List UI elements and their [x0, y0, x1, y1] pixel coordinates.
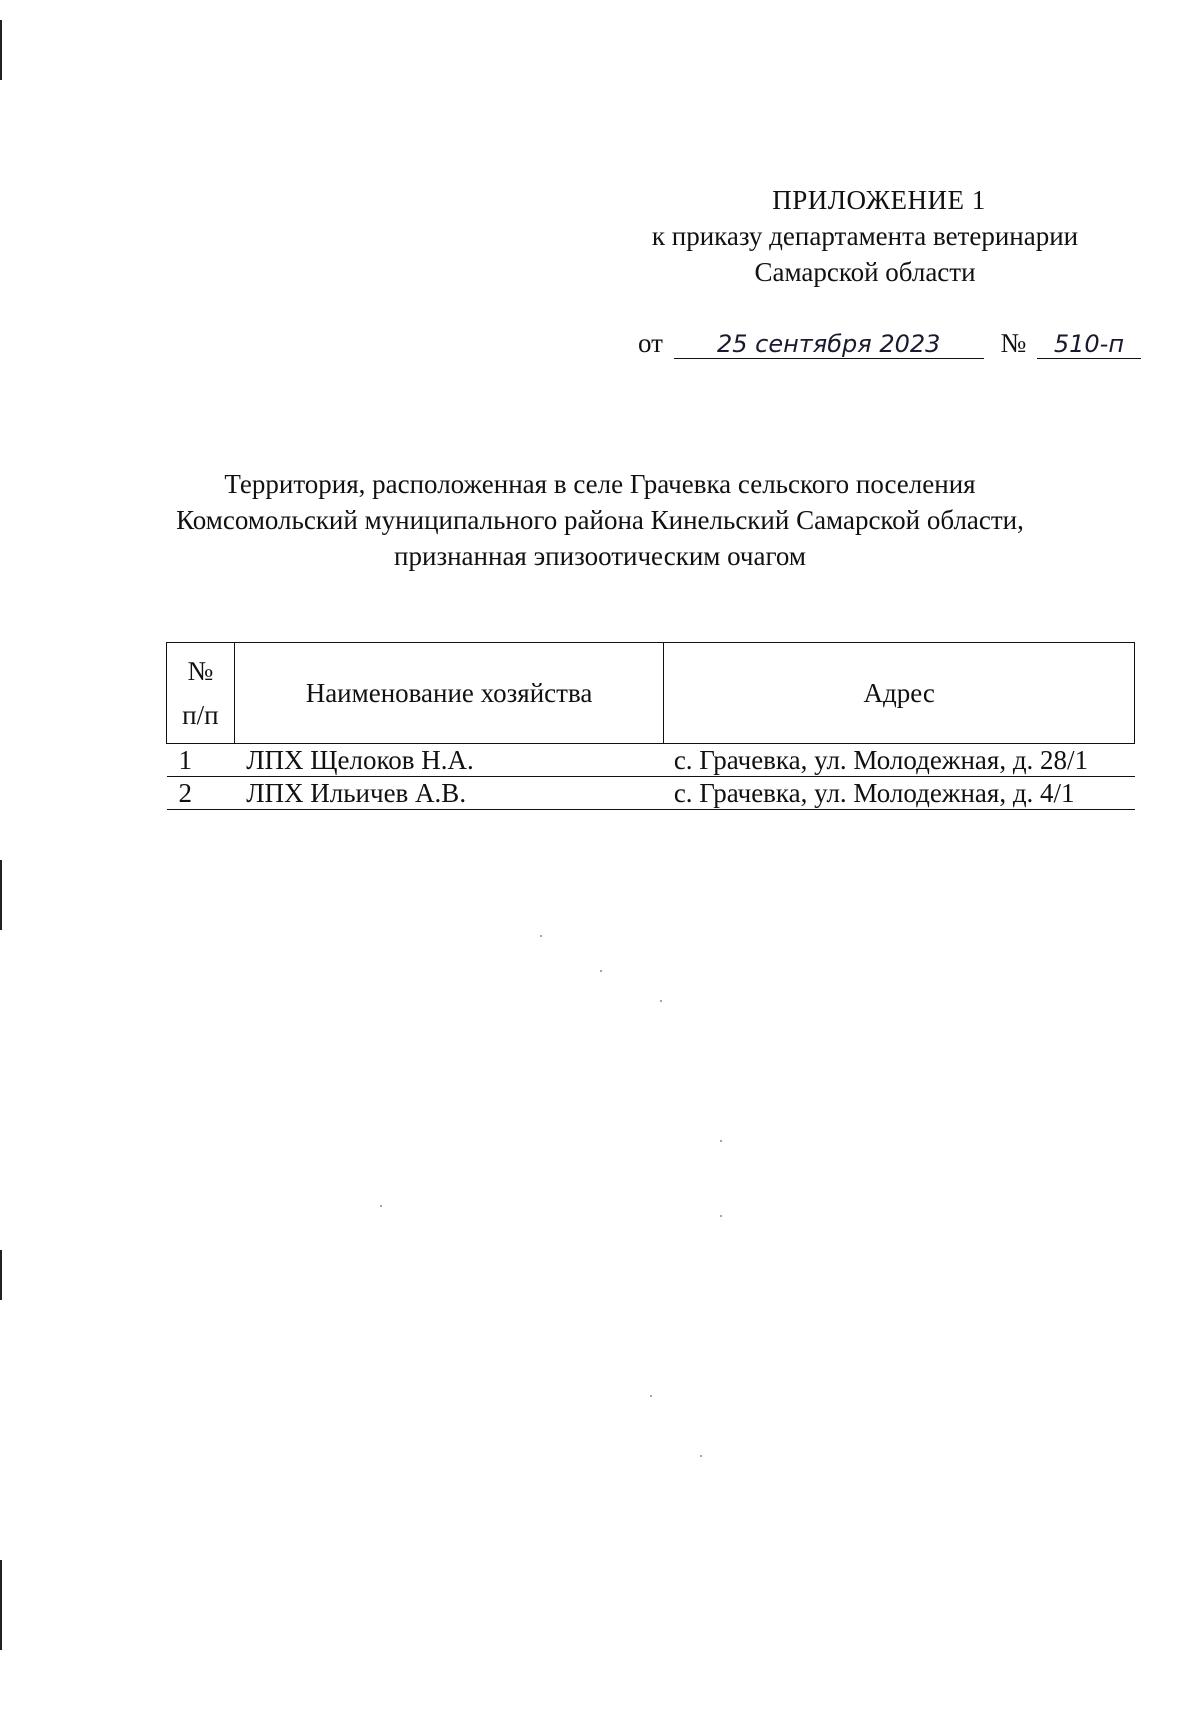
appendix-region: Самарской области [754, 257, 976, 287]
header-number [167, 643, 235, 744]
appendix-order-reference: к приказу департамента ветеринарии [651, 221, 1079, 251]
households-table [166, 642, 1135, 810]
scan-edge-mark [0, 860, 2, 930]
table-row [167, 744, 1135, 777]
scan-edge-mark [0, 1250, 2, 1300]
table-row [167, 777, 1135, 810]
scan-speck [600, 970, 602, 972]
heading-line: Комсомольский муниципального района Кинельский Самарской области, [176, 505, 1024, 535]
order-date-number-line [638, 328, 1141, 359]
header-address: Адрес [664, 643, 1135, 744]
row-address: с. Грачевка, ул. Молодежная, д. 28/1 [664, 744, 1135, 777]
scan-speck [650, 1395, 652, 1397]
scan-speck [720, 1215, 722, 1217]
table-header-row [167, 643, 1135, 744]
heading-line: признанная эпизоотическим очагом [394, 541, 806, 571]
appendix-title: ПРИЛОЖЕНИЕ 1 [772, 185, 986, 215]
scan-speck [700, 1455, 702, 1457]
header-household-name: Наименование хозяйства [234, 643, 664, 744]
header-number-pp: п/п [182, 700, 219, 730]
order-number-prefix: № [1000, 328, 1027, 358]
row-number: 2 [167, 777, 235, 810]
header-number-sign: № [187, 656, 214, 686]
row-number: 1 [167, 744, 235, 777]
document-heading [150, 466, 1050, 574]
appendix-header [605, 182, 1125, 290]
order-date-prefix: от [638, 328, 663, 358]
heading-line: Территория, расположенная в селе Грачевка сельского поселения [224, 469, 976, 499]
scan-edge-mark [0, 1560, 2, 1650]
scan-edge-mark [0, 20, 2, 80]
row-household-name: ЛПХ Щелоков Н.А. [234, 744, 664, 777]
scan-speck [660, 1000, 662, 1002]
scan-speck [720, 1140, 722, 1142]
order-number-handwritten: 510-п [1037, 330, 1141, 359]
row-household-name: ЛПХ Ильичев А.В. [234, 777, 664, 810]
scan-speck [380, 1205, 382, 1207]
scan-speck [540, 935, 542, 937]
order-date-handwritten: 25 сентября 2023 [674, 330, 984, 359]
row-address: с. Грачевка, ул. Молодежная, д. 4/1 [664, 777, 1135, 810]
